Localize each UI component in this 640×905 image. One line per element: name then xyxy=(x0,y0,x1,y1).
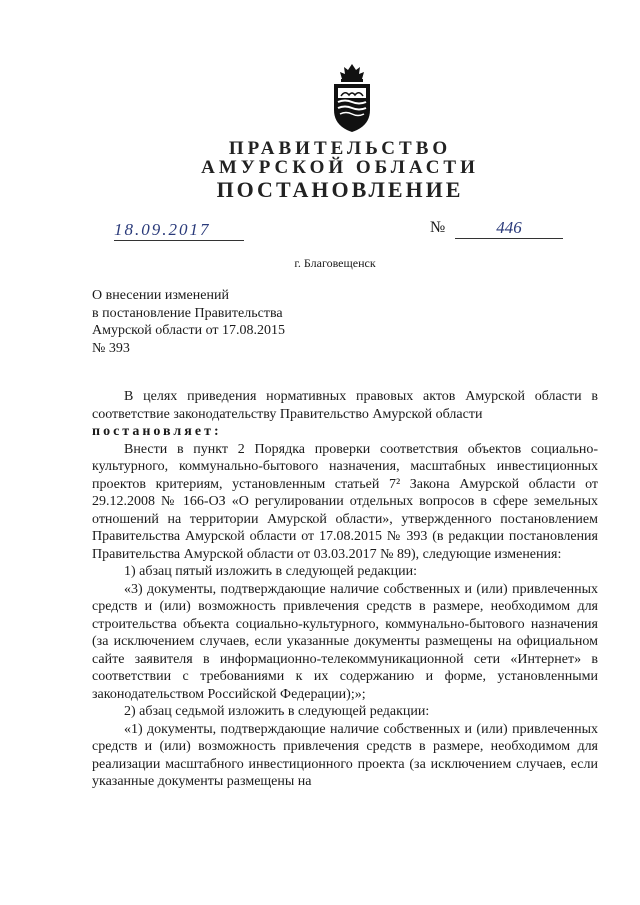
item2-heading: 2) абзац седьмой изложить в следующей редакции: xyxy=(124,704,430,719)
subject-line: в постановление Правительства xyxy=(92,305,283,321)
subject-line: № 393 xyxy=(92,340,130,356)
city-name: г. Благовещенск xyxy=(294,256,376,270)
document-number: 446 xyxy=(455,218,563,239)
intro-paragraph: В целях приведения нормативных правовых актов Амурской области в соответствие законодательству Правительство Амурской области xyxy=(92,389,598,422)
document-date: 18.09.2017 xyxy=(114,220,244,241)
subject-line: Амурской области от 17.08.2015 xyxy=(92,323,285,338)
government-title-line1: ПРАВИТЕЛЬСТВО xyxy=(228,138,452,159)
number-label: № xyxy=(430,219,446,236)
resolves-keyword: постановляет: xyxy=(92,424,222,439)
item2-text: «1) документы, подтверждающие наличие собственных и (или) привлеченных средств и (или) возможность привлечения средств в размере, необходимом для реализации масштабного инвестиционного проекта (за исключением случаев, если указанные документы размещены на xyxy=(92,721,598,789)
government-title-line2: АМУРСКОЙ ОБЛАСТИ xyxy=(201,157,479,178)
item1-heading: 1) абзац пятый изложить в следующей редакции: xyxy=(124,564,417,579)
amur-region-coat-of-arms-icon xyxy=(328,62,376,134)
document-type-title: ПОСТАНОВЛЕНИЕ xyxy=(216,177,464,202)
main-paragraph: Внести в пункт 2 Порядка проверки соответствия объектов социально-культурного, коммунально-бытового назначения, масштабных инвестиционных проектов критериям, установленным статьей 7² Закона Амурской области от 29.12.2008 № 166-ОЗ «О регулировании отдельных вопросов в сфере земельных отношений на территории Амурской области», утвержденного постановлением Правительства Амурской области от 17.08.2015 № 393 (в редакции постановления Правительства Амурской области от 03.03.2017 № 89), следующие изменения: xyxy=(92,441,598,562)
subject-line: О внесении изменений xyxy=(92,288,229,303)
document-subject xyxy=(92,287,285,357)
document-body xyxy=(92,388,598,791)
item1-text: «3) документы, подтверждающие наличие собственных и (или) привлеченных средств и (или) возможность привлечения средств в размере, необходимом для строительства объекта социально-культурного, коммунально-бытового назначения (за исключением случаев, если указанные документы размещены на официальном сайте заявителя в информационно-телекоммуникационной сети «Интернет» в соответствии с требованиями к их содержанию и форме, установленными законодательством Российской Федерации);»; xyxy=(92,581,598,702)
